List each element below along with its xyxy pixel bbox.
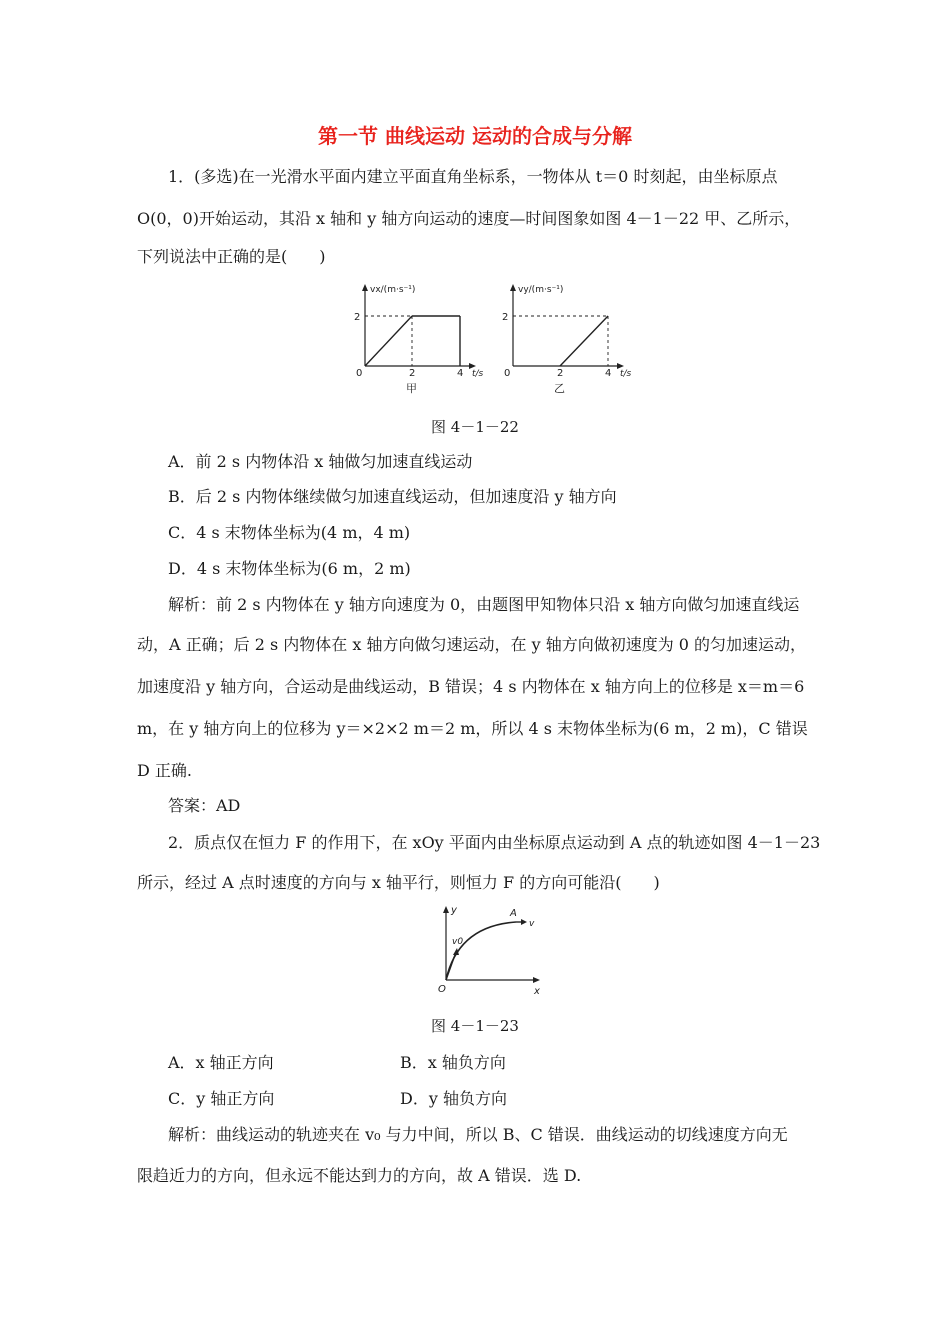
q2-line-1: 2．质点仅在恒力 F 的作用下，在 xOy 平面内由坐标原点运动到 A 点的轨迹如图 4－1－23	[168, 833, 821, 852]
q1-line-2: O(0，0)开始运动，其沿 x 轴和 y 轴方向运动的速度—时间图象如图 4－1－22 甲、乙所示，	[137, 209, 801, 228]
graph-yi	[502, 284, 632, 395]
xtick-4: 4	[605, 368, 612, 379]
figure-caption-22: 图 4－1－22	[431, 418, 519, 436]
q1-answer: 答案：AD	[168, 796, 241, 815]
caption-yi: 乙	[554, 382, 565, 395]
t-label: t/s	[472, 369, 484, 379]
y-arrow	[510, 284, 516, 291]
xtick-2: 2	[409, 368, 416, 379]
figure-caption-23: 图 4－1－23	[431, 1017, 519, 1035]
q1-line-3: 下列说法中正确的是( )	[137, 247, 326, 266]
v-label: v	[529, 919, 535, 929]
v-arrow	[521, 919, 527, 925]
point-a-label: A	[510, 908, 517, 919]
q2-option-c: C．y 轴正方向	[168, 1089, 275, 1108]
x-label: x	[534, 986, 540, 997]
v0-vector	[446, 952, 456, 980]
q1-analysis-5: D 正确.	[137, 761, 193, 780]
q1-option-a: A．前 2 s 内物体沿 x 轴做匀加速直线运动	[168, 452, 473, 471]
vy-ramp	[560, 316, 608, 366]
q2-option-a: A．x 轴正方向	[168, 1053, 274, 1072]
x-arrow	[533, 977, 540, 983]
t-label: t/s	[620, 369, 632, 379]
y-arrow	[362, 284, 368, 291]
figure-4-1-23	[430, 898, 570, 998]
xtick-0: 0	[356, 368, 363, 379]
q1-analysis-1: 解析：前 2 s 内物体在 y 轴方向速度为 0，由题图甲知物体只沿 x 轴方向做匀加速直线运	[168, 595, 800, 614]
q1-option-d: D．4 s 末物体坐标为(6 m，2 m)	[168, 559, 411, 578]
q2-option-b: B．x 轴负方向	[400, 1053, 506, 1072]
q1-line-1: 1．(多选)在一光滑水平面内建立平面直角坐标系，一物体从 t＝0 时刻起，由坐标原点	[168, 167, 778, 186]
y-label: y	[451, 905, 457, 916]
graph-jia	[354, 284, 484, 395]
q1-option-b: B．后 2 s 内物体继续做匀加速直线运动，但加速度沿 y 轴方向	[168, 487, 617, 506]
xtick-4: 4	[457, 368, 464, 379]
xtick-2: 2	[557, 368, 564, 379]
figure-4-1-22	[340, 278, 640, 398]
y-arrow	[443, 906, 449, 913]
ytick-2: 2	[502, 312, 509, 323]
vx-ramp	[365, 316, 412, 366]
q1-analysis-4: m，在 y 轴方向上的位移为 y＝×2×2 m＝2 m，所以 4 s 末物体坐标为(6 m，2 m)，C 错误	[137, 719, 808, 738]
q2-option-d: D．y 轴负方向	[400, 1089, 507, 1108]
q2-line-2: 所示，经过 A 点时速度的方向与 x 轴平行，则恒力 F 的方向可能沿( )	[137, 873, 660, 892]
q1-analysis-3: 加速度沿 y 轴方向，合运动是曲线运动，B 错误；4 s 内物体在 x 轴方向上的位移是 x＝m＝6	[137, 677, 805, 696]
caption-jia: 甲	[406, 382, 417, 395]
q1-option-c: C．4 s 末物体坐标为(4 m，4 m)	[168, 523, 411, 542]
ytick-2: 2	[354, 312, 361, 323]
v0-label: v0	[452, 937, 464, 947]
q1-analysis-2: 动，A 正确；后 2 s 内物体在 x 轴方向做匀速运动，在 y 轴方向做初速度为 0 的匀加速运动，	[137, 635, 807, 654]
vy-label: vy/(m·s⁻¹)	[518, 285, 564, 295]
origin-label: O	[438, 984, 446, 995]
page-title: 第一节 曲线运动 运动的合成与分解	[318, 124, 632, 148]
q2-analysis-1: 解析：曲线运动的轨迹夹在 v₀ 与力中间，所以 B、C 错误．曲线运动的切线速度方向无	[168, 1125, 788, 1144]
q2-analysis-2: 限趋近力的方向，但永远不能达到力的方向，故 A 错误．选 D.	[137, 1166, 582, 1185]
vx-label: vx/(m·s⁻¹)	[370, 285, 416, 295]
xtick-0: 0	[504, 368, 511, 379]
